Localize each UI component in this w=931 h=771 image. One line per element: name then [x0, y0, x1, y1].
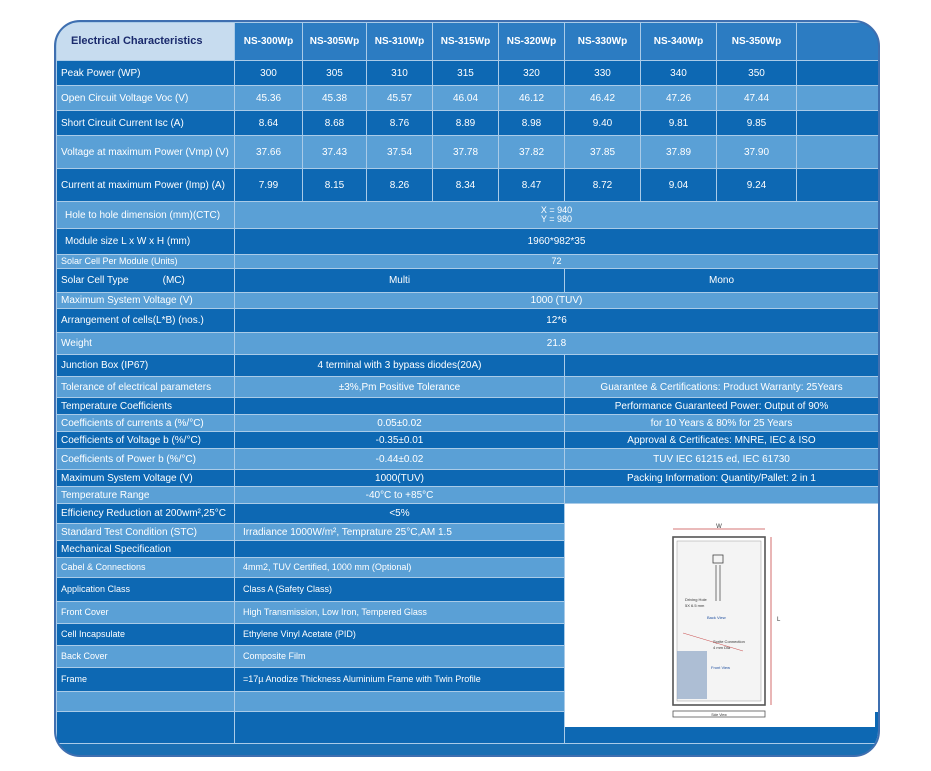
table-row [57, 415, 879, 432]
row-label: Short Circuit Current Isc (A) [57, 111, 235, 136]
cell-value: 37.90 [717, 136, 797, 169]
cell-value: 46.42 [565, 86, 641, 111]
model-header: NS-340Wp [641, 23, 717, 61]
cell-value: 9.81 [641, 111, 717, 136]
cell-value: 8.89 [433, 111, 499, 136]
row-label: Hole to hole dimension (mm)(CTC) [57, 202, 235, 229]
table-row [57, 202, 879, 229]
approval-text: Approval & Certificates: MNRE, IEC & ISO [565, 432, 879, 449]
table-row [57, 470, 879, 487]
row-label: Maximum System Voltage (V) [57, 293, 235, 309]
cell-value: Ethylene Vinyl Acetate (PID) [235, 624, 565, 646]
side-view-label: Side View [711, 712, 727, 717]
cell-value: 315 [433, 61, 499, 86]
tolerance-value: ±3%,Pm Positive Tolerance [235, 377, 565, 398]
table-row [57, 111, 879, 136]
spec-table [56, 22, 879, 744]
cell-value: 8.15 [303, 169, 367, 202]
cell-value: =17µ Anodize Thickness Aluminium Frame with Twin Profile [235, 668, 565, 692]
cell-value: 8.26 [367, 169, 433, 202]
cell-value: 46.12 [499, 86, 565, 111]
model-header: NS-300Wp [235, 23, 303, 61]
cell-value: 47.44 [717, 86, 797, 111]
cell-value: 4mm2, TUV Certified, 1000 mm (Optional) [235, 558, 565, 578]
length-label: L [777, 616, 781, 623]
cell-value: 45.36 [235, 86, 303, 111]
warranty-text: Guarantee & Certifications: Product Warranty: 25Years [565, 377, 879, 398]
spec-sheet [54, 20, 880, 757]
cell-value: 37.82 [499, 136, 565, 169]
cell-value: 340 [641, 61, 717, 86]
performance-text: Performance Guaranteed Power: Output of 90% [565, 398, 879, 415]
cell-value: 8.47 [499, 169, 565, 202]
cell-value: 37.54 [367, 136, 433, 169]
row-label: Arrangement of cells(L*B) (nos.) [57, 309, 235, 333]
hole-sub: 5X 6.5 mm [685, 602, 705, 608]
back-view-label: Back View [707, 614, 726, 620]
cell-value: 47.26 [641, 86, 717, 111]
model-header: NS-310Wp [367, 23, 433, 61]
cell-value: 0.05±0.02 [235, 415, 565, 432]
table-row [57, 377, 879, 398]
cell-value: 45.57 [367, 86, 433, 111]
row-label: Weight [57, 333, 235, 355]
module-diagram [565, 521, 875, 727]
table-row [57, 136, 879, 169]
cell-value: 37.66 [235, 136, 303, 169]
row-label: Solar Cell Per Module (Units) [57, 255, 235, 269]
cell-value: Composite Film [235, 646, 565, 668]
width-label: W [716, 523, 722, 530]
junction-value: 4 terminal with 3 bypass diodes(20A) [235, 355, 565, 377]
row-label: Maximum System Voltage (V) [57, 470, 235, 487]
table-title: Electrical Characteristics [57, 23, 235, 61]
cell-value: 37.43 [303, 136, 367, 169]
row-label: Open Circuit Voltage Voc (V) [57, 86, 235, 111]
cell-value: -0.35±0.01 [235, 432, 565, 449]
row-label: Front Cover [57, 602, 235, 624]
mono-value: Mono [565, 269, 879, 293]
hole-label: Driving Hole [685, 596, 707, 602]
cell-value: 37.85 [565, 136, 641, 169]
table-row [57, 86, 879, 111]
row-label: Junction Box (IP67) [57, 355, 235, 377]
cells-value: 72 [235, 255, 879, 269]
cell-value: 8.72 [565, 169, 641, 202]
cell-value: -0.44±0.02 [235, 449, 565, 470]
junction-label: Sprite Connection [713, 638, 745, 644]
section-heading: Temperature Coefficients [57, 398, 235, 415]
row-label: Tolerance of electrical parameters [57, 377, 235, 398]
hole-value [235, 202, 879, 229]
cell-value: 8.68 [303, 111, 367, 136]
table-row [57, 398, 879, 415]
model-header: NS-320Wp [499, 23, 565, 61]
cell-value: 9.85 [717, 111, 797, 136]
model-header: NS-315Wp [433, 23, 499, 61]
blank-cell [565, 487, 879, 504]
row-label: Efficiency Reduction at 200wm²,25°C [57, 504, 235, 524]
cell-value: 9.40 [565, 111, 641, 136]
cell-value: 310 [367, 61, 433, 86]
table-row [57, 504, 879, 524]
cell-value: 320 [499, 61, 565, 86]
packing-text: Packing Information: Quantity/Pallet: 2 in 1 [565, 470, 879, 487]
table-row [57, 333, 879, 355]
tuv-text: TUV IEC 61215 ed, IEC 61730 [565, 449, 879, 470]
cell-value: 300 [235, 61, 303, 86]
row-label: Cabel & Connections [57, 558, 235, 578]
row-label: Standard Test Condition (STC) [57, 524, 235, 541]
cell-value: 8.76 [367, 111, 433, 136]
cell-value: 9.04 [641, 169, 717, 202]
table-row [57, 449, 879, 470]
cell-value: 8.98 [499, 111, 565, 136]
cell-value: Class A (Safety Class) [235, 578, 565, 602]
cell-value: 8.64 [235, 111, 303, 136]
cell-value: 37.78 [433, 136, 499, 169]
cell-value: 46.04 [433, 86, 499, 111]
row-label: Coefficients of currents a (%/°C) [57, 415, 235, 432]
front-view-thumbnail [677, 651, 707, 699]
hole-x: X = 940 [540, 205, 573, 215]
row-label: Module size L x W x H (mm) [57, 229, 235, 255]
table-row [57, 61, 879, 86]
weight-value: 21.8 [235, 333, 879, 355]
table-row [57, 432, 879, 449]
cell-value: <5% [235, 504, 565, 524]
row-label: Peak Power (WP) [57, 61, 235, 86]
model-header: NS-305Wp [303, 23, 367, 61]
section-heading: Mechanical Specification [57, 541, 235, 558]
row-label: Coefficients of Power b (%/°C) [57, 449, 235, 470]
model-header: NS-350Wp [717, 23, 797, 61]
row-label: Back Cover [57, 646, 235, 668]
arrangement-value: 12*6 [235, 309, 879, 333]
header-spacer [797, 23, 879, 61]
row-label: Application Class [57, 578, 235, 602]
cell-value: 1000(TUV) [235, 470, 565, 487]
cell-value: 330 [565, 61, 641, 86]
multi-value: Multi [235, 269, 565, 293]
table-row [57, 355, 879, 377]
cell-value: -40°C to +85°C [235, 487, 565, 504]
front-view-label: Front View [711, 664, 731, 670]
cell-value: 45.38 [303, 86, 367, 111]
model-header: NS-330Wp [565, 23, 641, 61]
row-label: Cell Incapsulate [57, 624, 235, 646]
row-label: Temperature Range [57, 487, 235, 504]
cell-value: 9.24 [717, 169, 797, 202]
cell-type-suffix: (MC) [162, 275, 185, 286]
row-label: Current at maximum Power (Imp) (A) [57, 169, 235, 202]
cell-value: Irradiance 1000W/m², Temprature 25°C,AM 1.5 [235, 524, 565, 541]
max-voltage-value: 1000 (TUV) [235, 293, 879, 309]
module-diagram-cell [565, 504, 879, 744]
table-row [57, 229, 879, 255]
table-row [57, 487, 879, 504]
hole-y: Y = 980 [540, 214, 573, 224]
junction-sub: 4 mm Dia [713, 644, 731, 650]
cell-value: High Transmission, Low Iron, Tempered Glass [235, 602, 565, 624]
guarantee-text: for 10 Years & 80% for 25 Years [565, 415, 879, 432]
cell-value: 305 [303, 61, 367, 86]
cell-value: 350 [717, 61, 797, 86]
cell-type-label: Solar Cell Type [61, 275, 129, 286]
header-row [57, 23, 879, 61]
table-row [57, 255, 879, 269]
cell-value: 7.99 [235, 169, 303, 202]
row-label: Coefficients of Voltage b (%/°C) [57, 432, 235, 449]
cell-value: 37.89 [641, 136, 717, 169]
table-row [57, 309, 879, 333]
table-row [57, 269, 879, 293]
module-value: 1960*982*35 [235, 229, 879, 255]
row-label: Frame [57, 668, 235, 692]
row-label [57, 269, 235, 293]
cell-value: 8.34 [433, 169, 499, 202]
table-row [57, 169, 879, 202]
table-row [57, 293, 879, 309]
row-label: Voltage at maximum Power (Vmp) (V) [57, 136, 235, 169]
